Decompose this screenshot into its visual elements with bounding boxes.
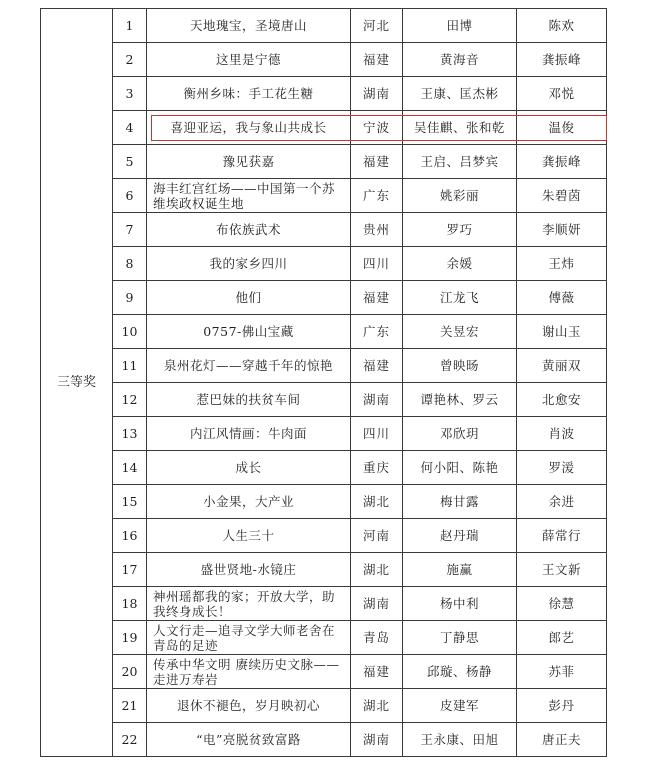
row-number: 19	[113, 621, 147, 655]
region: 湖北	[351, 553, 403, 587]
table-row	[41, 383, 607, 417]
region: 四川	[351, 247, 403, 281]
work-title: 衡州乡味：手工花生糖	[147, 77, 351, 111]
row-number: 20	[113, 655, 147, 689]
work-title: 人生三十	[147, 519, 351, 553]
row-number: 12	[113, 383, 147, 417]
author: 江龙飞	[403, 281, 517, 315]
work-title: 天地瑰宝，圣境唐山	[147, 9, 351, 43]
author: 施赢	[403, 553, 517, 587]
work-title: 内江风情画：牛肉面	[147, 417, 351, 451]
author: 王永康、田旭	[403, 723, 517, 757]
work-title: 泉州花灯——穿越千年的惊艳	[147, 349, 351, 383]
author: 邱璇、杨静	[403, 655, 517, 689]
region: 福建	[351, 349, 403, 383]
teacher: 李顺妍	[517, 213, 607, 247]
work-title: 小金果，大产业	[147, 485, 351, 519]
region: 四川	[351, 417, 403, 451]
teacher: 郎艺	[517, 621, 607, 655]
region: 福建	[351, 655, 403, 689]
teacher: 王炜	[517, 247, 607, 281]
author: 皮建军	[403, 689, 517, 723]
table-row	[41, 213, 607, 247]
region: 湖南	[351, 77, 403, 111]
teacher: 薛常行	[517, 519, 607, 553]
awards-table	[40, 8, 607, 757]
teacher: 龚振峰	[517, 43, 607, 77]
row-number: 11	[113, 349, 147, 383]
work-title: 退休不褪色，岁月映初心	[147, 689, 351, 723]
work-title: 传承中华文明 赓续历史文脉——走进万寿岩	[147, 655, 351, 689]
teacher: 罗湲	[517, 451, 607, 485]
work-title: 喜迎亚运，我与象山共成长	[147, 111, 351, 145]
work-title: 盛世贤地-水镜庄	[147, 553, 351, 587]
teacher: 黄丽双	[517, 349, 607, 383]
author: 曾映旸	[403, 349, 517, 383]
table-row	[41, 281, 607, 315]
author: 田博	[403, 9, 517, 43]
author: 黄海音	[403, 43, 517, 77]
region: 湖北	[351, 689, 403, 723]
region: 湖北	[351, 485, 403, 519]
row-number: 8	[113, 247, 147, 281]
author: 丁静思	[403, 621, 517, 655]
table-row	[41, 621, 607, 655]
region: 贵州	[351, 213, 403, 247]
work-title: “电”亮脱贫致富路	[147, 723, 351, 757]
teacher: 温俊	[517, 111, 607, 145]
teacher: 陈欢	[517, 9, 607, 43]
table-row	[41, 655, 607, 689]
table-row	[41, 43, 607, 77]
author: 杨中利	[403, 587, 517, 621]
work-title: 人文行走—追寻文学大师老舍在青岛的足迹	[147, 621, 351, 655]
table-row	[41, 519, 607, 553]
author: 王启、吕梦宾	[403, 145, 517, 179]
region: 重庆	[351, 451, 403, 485]
work-title: 他们	[147, 281, 351, 315]
region: 湖南	[351, 383, 403, 417]
work-title: 海丰红宫红场——中国第一个苏维埃政权诞生地	[147, 179, 351, 213]
row-number: 17	[113, 553, 147, 587]
region: 广东	[351, 179, 403, 213]
region: 青岛	[351, 621, 403, 655]
teacher: 王文新	[517, 553, 607, 587]
teacher: 龚振峰	[517, 145, 607, 179]
teacher: 彭丹	[517, 689, 607, 723]
region: 河北	[351, 9, 403, 43]
region: 广东	[351, 315, 403, 349]
author: 吴佳麒、张和乾	[403, 111, 517, 145]
work-title: 这里是宁德	[147, 43, 351, 77]
table-row	[41, 485, 607, 519]
author: 王康、匡杰彬	[403, 77, 517, 111]
teacher: 苏菲	[517, 655, 607, 689]
work-title: 我的家乡四川	[147, 247, 351, 281]
region: 湖南	[351, 587, 403, 621]
award-category-cell: 三等奖	[41, 9, 113, 757]
region: 福建	[351, 145, 403, 179]
work-title: 成长	[147, 451, 351, 485]
table-row	[41, 349, 607, 383]
table-row	[41, 77, 607, 111]
row-number: 5	[113, 145, 147, 179]
row-number: 18	[113, 587, 147, 621]
table-row	[41, 553, 607, 587]
region: 宁波	[351, 111, 403, 145]
author: 何小阳、陈艳	[403, 451, 517, 485]
teacher: 朱碧茵	[517, 179, 607, 213]
teacher: 徐慧	[517, 587, 607, 621]
table-row	[41, 247, 607, 281]
row-number: 3	[113, 77, 147, 111]
author: 谭艳林、罗云	[403, 383, 517, 417]
teacher: 肖波	[517, 417, 607, 451]
work-title: 神州瑶都我的家；开放大学，助我终身成长！	[147, 587, 351, 621]
work-title: 布依族武术	[147, 213, 351, 247]
author: 赵丹瑞	[403, 519, 517, 553]
row-number: 4	[113, 111, 147, 145]
table-row	[41, 179, 607, 213]
row-number: 2	[113, 43, 147, 77]
region: 福建	[351, 43, 403, 77]
row-number: 16	[113, 519, 147, 553]
work-title: 惹巴妹的扶贫车间	[147, 383, 351, 417]
author: 罗巧	[403, 213, 517, 247]
table-row	[41, 145, 607, 179]
region: 福建	[351, 281, 403, 315]
row-number: 15	[113, 485, 147, 519]
table-row	[41, 587, 607, 621]
teacher: 余进	[517, 485, 607, 519]
region: 湖南	[351, 723, 403, 757]
teacher: 傅薇	[517, 281, 607, 315]
table-row	[41, 723, 607, 757]
teacher: 谢山玉	[517, 315, 607, 349]
row-number: 22	[113, 723, 147, 757]
row-number: 7	[113, 213, 147, 247]
author: 姚彩丽	[403, 179, 517, 213]
author: 关昱宏	[403, 315, 517, 349]
row-number: 14	[113, 451, 147, 485]
region: 河南	[351, 519, 403, 553]
table-row	[41, 9, 607, 43]
awards-table-body	[41, 9, 607, 757]
row-number: 21	[113, 689, 147, 723]
teacher: 唐正夫	[517, 723, 607, 757]
table-row	[41, 315, 607, 349]
work-title: 0757-佛山宝藏	[147, 315, 351, 349]
row-number: 10	[113, 315, 147, 349]
row-number: 1	[113, 9, 147, 43]
work-title: 豫见获嘉	[147, 145, 351, 179]
row-number: 13	[113, 417, 147, 451]
row-number: 6	[113, 179, 147, 213]
table-row	[41, 451, 607, 485]
teacher: 邓悦	[517, 77, 607, 111]
table-row	[41, 689, 607, 723]
table-row	[41, 111, 607, 145]
table-row	[41, 417, 607, 451]
row-number: 9	[113, 281, 147, 315]
teacher: 北愈安	[517, 383, 607, 417]
author: 邓欣玥	[403, 417, 517, 451]
author: 梅甘露	[403, 485, 517, 519]
author: 余媛	[403, 247, 517, 281]
